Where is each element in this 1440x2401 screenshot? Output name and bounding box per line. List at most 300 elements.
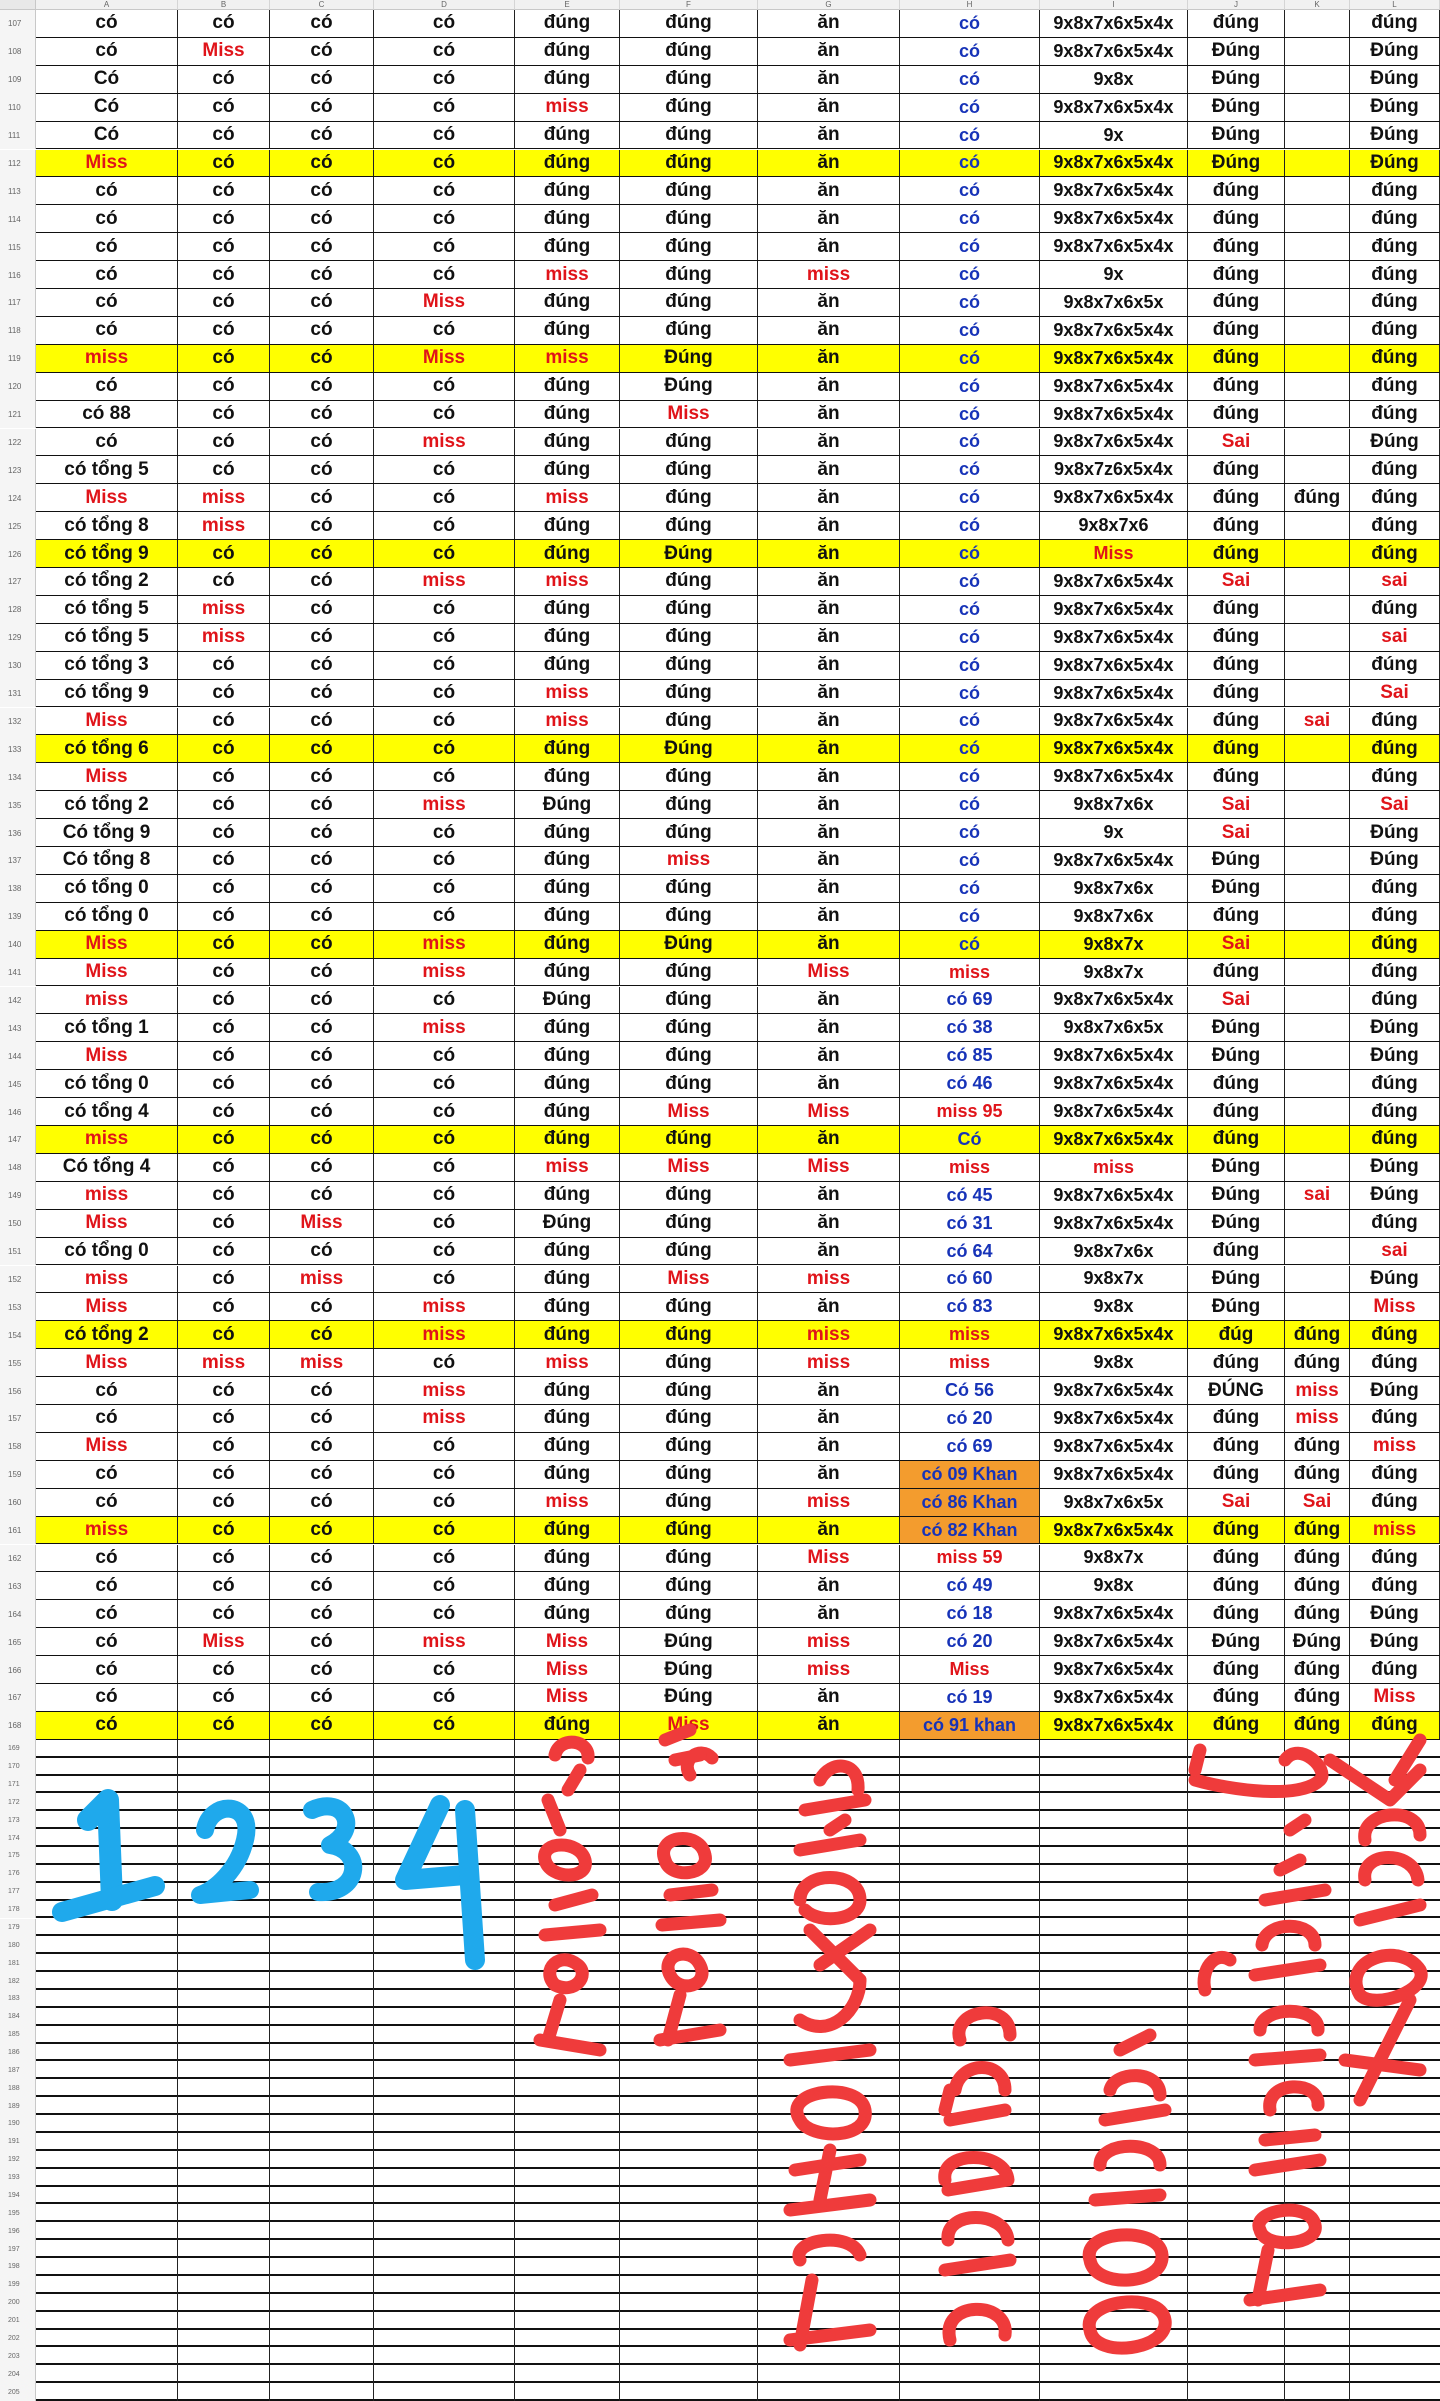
cell-l[interactable]: đúng bbox=[1350, 205, 1440, 232]
cell-h[interactable]: miss bbox=[900, 959, 1040, 986]
empty-row[interactable] bbox=[36, 2187, 1440, 2205]
cell-l[interactable]: Đúng bbox=[1350, 429, 1440, 456]
cell-j[interactable]: đúng bbox=[1188, 735, 1285, 762]
cell-c[interactable]: có bbox=[270, 931, 374, 958]
cell-d[interactable]: có bbox=[374, 624, 515, 651]
cell-g[interactable]: ăn bbox=[758, 931, 900, 958]
cell-f[interactable]: đúng bbox=[620, 177, 758, 204]
cell-l[interactable]: đúng bbox=[1350, 1126, 1440, 1153]
cell-g[interactable]: ăn bbox=[758, 401, 900, 428]
cell-k[interactable] bbox=[1285, 512, 1350, 539]
cell-j[interactable]: đúg bbox=[1188, 1321, 1285, 1348]
cell-g[interactable]: ăn bbox=[758, 540, 900, 567]
cell-l[interactable]: Đúng bbox=[1350, 1377, 1440, 1404]
cell-i[interactable]: 9x8x7x6x5x4x bbox=[1040, 401, 1188, 428]
cell-i[interactable]: 9x8x7x6x5x4x bbox=[1040, 568, 1188, 595]
cell-k[interactable] bbox=[1285, 317, 1350, 344]
cell-c[interactable]: có bbox=[270, 1070, 374, 1097]
row-number[interactable]: 141 bbox=[0, 959, 36, 987]
cell-i[interactable]: 9x8x7z6x5x4x bbox=[1040, 456, 1188, 483]
cell-b[interactable]: có bbox=[178, 205, 270, 232]
cell-e[interactable]: đúng bbox=[515, 1014, 620, 1041]
cell-a[interactable]: Có bbox=[36, 66, 178, 93]
cell-i[interactable]: 9x8x7x6x5x4x bbox=[1040, 735, 1188, 762]
column-header-j[interactable]: J bbox=[1188, 0, 1285, 10]
cell-c[interactable]: có bbox=[270, 1182, 374, 1209]
cell-j[interactable]: đúng bbox=[1188, 345, 1285, 372]
cell-i[interactable]: 9x8x7x6x5x4x bbox=[1040, 1628, 1188, 1655]
cell-a[interactable]: có tổng 1 bbox=[36, 1014, 178, 1041]
cell-f[interactable]: đúng bbox=[620, 568, 758, 595]
cell-e[interactable]: đúng bbox=[515, 875, 620, 902]
cell-h[interactable]: có 49 bbox=[900, 1572, 1040, 1599]
row-number[interactable]: 201 bbox=[0, 2312, 36, 2330]
row-number[interactable]: 123 bbox=[0, 456, 36, 484]
cell-g[interactable]: miss bbox=[758, 1489, 900, 1516]
cell-a[interactable]: Có tổng 8 bbox=[36, 847, 178, 874]
cell-e[interactable]: đúng bbox=[515, 959, 620, 986]
cell-i[interactable]: 9x8x7x6x5x4x bbox=[1040, 1405, 1188, 1432]
cell-g[interactable]: ăn bbox=[758, 1405, 900, 1432]
cell-d[interactable]: có bbox=[374, 903, 515, 930]
cell-a[interactable]: Có bbox=[36, 122, 178, 149]
cell-c[interactable]: có bbox=[270, 456, 374, 483]
row-number[interactable]: 130 bbox=[0, 652, 36, 680]
cell-d[interactable]: có bbox=[374, 1238, 515, 1265]
cell-j[interactable]: đúng bbox=[1188, 401, 1285, 428]
cell-l[interactable]: Đúng bbox=[1350, 1014, 1440, 1041]
cell-b[interactable]: có bbox=[178, 317, 270, 344]
cell-a[interactable]: Có tổng 9 bbox=[36, 819, 178, 846]
cell-a[interactable]: có bbox=[36, 1461, 178, 1488]
cell-k[interactable] bbox=[1285, 1266, 1350, 1293]
cell-h[interactable]: có bbox=[900, 317, 1040, 344]
cell-a[interactable]: Miss bbox=[36, 708, 178, 735]
cell-d[interactable]: miss bbox=[374, 1628, 515, 1655]
cell-l[interactable]: đúng bbox=[1350, 540, 1440, 567]
cell-a[interactable]: có tổng 2 bbox=[36, 1321, 178, 1348]
row-number[interactable]: 153 bbox=[0, 1293, 36, 1321]
column-header-f[interactable]: F bbox=[620, 0, 758, 10]
cell-l[interactable]: đúng bbox=[1350, 373, 1440, 400]
cell-e[interactable]: đúng bbox=[515, 150, 620, 177]
cell-j[interactable]: Đúng bbox=[1188, 1266, 1285, 1293]
cell-j[interactable]: đúng bbox=[1188, 1070, 1285, 1097]
cell-l[interactable]: Miss bbox=[1350, 1293, 1440, 1320]
row-number[interactable]: 167 bbox=[0, 1684, 36, 1712]
cell-i[interactable]: 9x8x7x6x5x4x bbox=[1040, 1517, 1188, 1544]
cell-l[interactable]: đúng bbox=[1350, 763, 1440, 790]
row-number[interactable]: 132 bbox=[0, 708, 36, 736]
cell-g[interactable]: miss bbox=[758, 1349, 900, 1376]
cell-e[interactable]: đúng bbox=[515, 1238, 620, 1265]
cell-c[interactable]: có bbox=[270, 540, 374, 567]
cell-f[interactable]: Miss bbox=[620, 1154, 758, 1181]
cell-f[interactable]: Miss bbox=[620, 1098, 758, 1125]
empty-row[interactable] bbox=[36, 2169, 1440, 2187]
cell-a[interactable]: Miss bbox=[36, 484, 178, 511]
cell-d[interactable]: có bbox=[374, 1572, 515, 1599]
row-number[interactable]: 154 bbox=[0, 1321, 36, 1349]
cell-k[interactable] bbox=[1285, 680, 1350, 707]
cell-b[interactable]: có bbox=[178, 429, 270, 456]
cell-a[interactable]: Có tổng 4 bbox=[36, 1154, 178, 1181]
row-number[interactable]: 158 bbox=[0, 1433, 36, 1461]
cell-e[interactable]: đúng bbox=[515, 317, 620, 344]
cell-k[interactable] bbox=[1285, 401, 1350, 428]
cell-l[interactable]: đúng bbox=[1350, 1712, 1440, 1739]
row-number[interactable]: 161 bbox=[0, 1517, 36, 1545]
row-number[interactable]: 181 bbox=[0, 1954, 36, 1972]
cell-k[interactable]: đúng bbox=[1285, 1545, 1350, 1572]
cell-b[interactable]: có bbox=[178, 875, 270, 902]
cell-j[interactable]: đúng bbox=[1188, 1517, 1285, 1544]
cell-k[interactable] bbox=[1285, 903, 1350, 930]
cell-j[interactable]: đúng bbox=[1188, 652, 1285, 679]
cell-h[interactable]: có bbox=[900, 568, 1040, 595]
cell-h[interactable]: miss 59 bbox=[900, 1545, 1040, 1572]
cell-i[interactable]: 9x8x7x6x bbox=[1040, 791, 1188, 818]
cell-l[interactable]: Đúng bbox=[1350, 1154, 1440, 1181]
cell-e[interactable]: đúng bbox=[515, 1461, 620, 1488]
row-number[interactable]: 138 bbox=[0, 875, 36, 903]
cell-e[interactable]: đúng bbox=[515, 1321, 620, 1348]
cell-a[interactable]: có bbox=[36, 233, 178, 260]
cell-l[interactable]: sai bbox=[1350, 568, 1440, 595]
cell-f[interactable]: đúng bbox=[620, 1377, 758, 1404]
cell-a[interactable]: có tổng 0 bbox=[36, 1238, 178, 1265]
row-number[interactable]: 136 bbox=[0, 819, 36, 847]
cell-i[interactable]: 9x8x7x bbox=[1040, 1266, 1188, 1293]
cell-k[interactable] bbox=[1285, 791, 1350, 818]
empty-row[interactable] bbox=[36, 1811, 1440, 1829]
cell-a[interactable]: có bbox=[36, 261, 178, 288]
cell-e[interactable]: đúng bbox=[515, 1182, 620, 1209]
empty-row[interactable] bbox=[36, 1829, 1440, 1847]
cell-d[interactable]: có bbox=[374, 317, 515, 344]
cell-e[interactable]: Miss bbox=[515, 1656, 620, 1683]
cell-f[interactable]: đúng bbox=[620, 10, 758, 37]
cell-d[interactable]: có bbox=[374, 1517, 515, 1544]
cell-e[interactable]: đúng bbox=[515, 1042, 620, 1069]
cell-l[interactable]: đúng bbox=[1350, 1545, 1440, 1572]
cell-g[interactable]: ăn bbox=[758, 652, 900, 679]
cell-l[interactable]: Sai bbox=[1350, 791, 1440, 818]
cell-a[interactable]: Miss bbox=[36, 1293, 178, 1320]
row-number[interactable]: 192 bbox=[0, 2151, 36, 2169]
cell-j[interactable]: đúng bbox=[1188, 512, 1285, 539]
cell-c[interactable]: có bbox=[270, 847, 374, 874]
cell-c[interactable]: có bbox=[270, 1377, 374, 1404]
cell-c[interactable]: miss bbox=[270, 1349, 374, 1376]
cell-k[interactable] bbox=[1285, 233, 1350, 260]
empty-row[interactable] bbox=[36, 2008, 1440, 2026]
row-number[interactable]: 179 bbox=[0, 1919, 36, 1937]
cell-d[interactable]: có bbox=[374, 512, 515, 539]
cell-l[interactable]: Đúng bbox=[1350, 150, 1440, 177]
row-number[interactable]: 125 bbox=[0, 512, 36, 540]
empty-row[interactable] bbox=[36, 2079, 1440, 2097]
row-number[interactable]: 166 bbox=[0, 1656, 36, 1684]
cell-d[interactable]: có bbox=[374, 1656, 515, 1683]
cell-d[interactable]: có bbox=[374, 847, 515, 874]
cell-k[interactable]: đúng bbox=[1285, 1712, 1350, 1739]
cell-f[interactable]: đúng bbox=[620, 122, 758, 149]
cell-f[interactable]: đúng bbox=[620, 429, 758, 456]
cell-b[interactable]: có bbox=[178, 233, 270, 260]
cell-e[interactable]: đúng bbox=[515, 1600, 620, 1627]
cell-h[interactable]: có 64 bbox=[900, 1238, 1040, 1265]
cell-a[interactable]: có bbox=[36, 1656, 178, 1683]
cell-a[interactable]: có 88 bbox=[36, 401, 178, 428]
cell-j[interactable]: đúng bbox=[1188, 1461, 1285, 1488]
cell-k[interactable] bbox=[1285, 1238, 1350, 1265]
cell-b[interactable]: miss bbox=[178, 512, 270, 539]
cell-i[interactable]: 9x8x7x6x5x4x bbox=[1040, 484, 1188, 511]
cell-h[interactable]: có bbox=[900, 122, 1040, 149]
row-number[interactable]: 112 bbox=[0, 150, 36, 178]
cell-a[interactable]: có bbox=[36, 1628, 178, 1655]
cell-f[interactable]: đúng bbox=[620, 512, 758, 539]
cell-h[interactable]: có 91 khan bbox=[900, 1712, 1040, 1739]
cell-j[interactable]: Đúng bbox=[1188, 1182, 1285, 1209]
cell-j[interactable]: đúng bbox=[1188, 289, 1285, 316]
cell-c[interactable]: có bbox=[270, 1656, 374, 1683]
cell-k[interactable] bbox=[1285, 624, 1350, 651]
cell-d[interactable]: có bbox=[374, 875, 515, 902]
cell-f[interactable]: Miss bbox=[620, 401, 758, 428]
cell-j[interactable]: đúng bbox=[1188, 373, 1285, 400]
cell-c[interactable]: có bbox=[270, 763, 374, 790]
cell-j[interactable]: đúng bbox=[1188, 456, 1285, 483]
cell-h[interactable]: có 69 bbox=[900, 1433, 1040, 1460]
cell-j[interactable]: đúng bbox=[1188, 959, 1285, 986]
cell-h[interactable]: có bbox=[900, 903, 1040, 930]
cell-d[interactable]: có bbox=[374, 38, 515, 65]
cell-l[interactable]: Đúng bbox=[1350, 1600, 1440, 1627]
cell-c[interactable]: có bbox=[270, 819, 374, 846]
cell-a[interactable]: miss bbox=[36, 1182, 178, 1209]
cell-g[interactable]: ăn bbox=[758, 512, 900, 539]
cell-d[interactable]: có bbox=[374, 987, 515, 1014]
cell-k[interactable]: đúng bbox=[1285, 484, 1350, 511]
cell-h[interactable]: có bbox=[900, 373, 1040, 400]
cell-e[interactable]: đúng bbox=[515, 1293, 620, 1320]
cell-d[interactable]: miss bbox=[374, 1405, 515, 1432]
cell-h[interactable]: có bbox=[900, 847, 1040, 874]
cell-h[interactable]: Miss bbox=[900, 1656, 1040, 1683]
cell-a[interactable]: có bbox=[36, 205, 178, 232]
cell-b[interactable]: có bbox=[178, 1098, 270, 1125]
cell-g[interactable]: ăn bbox=[758, 1126, 900, 1153]
cell-l[interactable]: đúng bbox=[1350, 1070, 1440, 1097]
cell-j[interactable]: đúng bbox=[1188, 680, 1285, 707]
row-number[interactable]: 155 bbox=[0, 1349, 36, 1377]
cell-b[interactable]: có bbox=[178, 735, 270, 762]
cell-a[interactable]: Miss bbox=[36, 931, 178, 958]
cell-d[interactable]: miss bbox=[374, 1293, 515, 1320]
cell-f[interactable]: Đúng bbox=[620, 1628, 758, 1655]
cell-i[interactable]: 9x8x7x6x5x4x bbox=[1040, 624, 1188, 651]
cell-e[interactable]: đúng bbox=[515, 903, 620, 930]
cell-l[interactable]: miss bbox=[1350, 1517, 1440, 1544]
cell-i[interactable]: 9x8x7x6x5x4x bbox=[1040, 1684, 1188, 1711]
cell-f[interactable]: đúng bbox=[620, 680, 758, 707]
cell-f[interactable]: đúng bbox=[620, 1210, 758, 1237]
cell-k[interactable] bbox=[1285, 373, 1350, 400]
cell-f[interactable]: đúng bbox=[620, 903, 758, 930]
column-header-a[interactable]: A bbox=[36, 0, 178, 10]
cell-b[interactable]: có bbox=[178, 791, 270, 818]
cell-g[interactable]: ăn bbox=[758, 1517, 900, 1544]
cell-f[interactable]: đúng bbox=[620, 289, 758, 316]
cell-c[interactable]: Miss bbox=[270, 1210, 374, 1237]
cell-h[interactable]: có bbox=[900, 205, 1040, 232]
cell-h[interactable]: có bbox=[900, 791, 1040, 818]
cell-e[interactable]: đúng bbox=[515, 735, 620, 762]
cell-l[interactable]: Đúng bbox=[1350, 1266, 1440, 1293]
cell-d[interactable]: có bbox=[374, 1154, 515, 1181]
cell-j[interactable]: Đúng bbox=[1188, 38, 1285, 65]
cell-e[interactable]: đúng bbox=[515, 596, 620, 623]
cell-h[interactable]: có 60 bbox=[900, 1266, 1040, 1293]
cell-l[interactable]: đúng bbox=[1350, 401, 1440, 428]
cell-b[interactable]: có bbox=[178, 10, 270, 37]
empty-row[interactable] bbox=[36, 1758, 1440, 1776]
cell-j[interactable]: đúng bbox=[1188, 233, 1285, 260]
column-header-k[interactable]: K bbox=[1285, 0, 1350, 10]
cell-h[interactable]: có bbox=[900, 652, 1040, 679]
cell-h[interactable]: có 85 bbox=[900, 1042, 1040, 1069]
cell-g[interactable]: ăn bbox=[758, 122, 900, 149]
cell-f[interactable]: Đúng bbox=[620, 373, 758, 400]
cell-j[interactable]: đúng bbox=[1188, 540, 1285, 567]
cell-e[interactable]: đúng bbox=[515, 401, 620, 428]
cell-g[interactable]: ăn bbox=[758, 484, 900, 511]
cell-g[interactable]: ăn bbox=[758, 177, 900, 204]
cell-d[interactable]: có bbox=[374, 735, 515, 762]
row-number[interactable]: 202 bbox=[0, 2330, 36, 2348]
empty-row[interactable] bbox=[36, 2383, 1440, 2401]
cell-e[interactable]: đúng bbox=[515, 1433, 620, 1460]
row-number[interactable]: 184 bbox=[0, 2008, 36, 2026]
cell-k[interactable] bbox=[1285, 652, 1350, 679]
cell-c[interactable]: có bbox=[270, 373, 374, 400]
cell-a[interactable]: Miss bbox=[36, 150, 178, 177]
cell-g[interactable]: ăn bbox=[758, 233, 900, 260]
cell-f[interactable]: đúng bbox=[620, 1433, 758, 1460]
cell-b[interactable]: có bbox=[178, 345, 270, 372]
cell-k[interactable]: Đúng bbox=[1285, 1628, 1350, 1655]
cell-g[interactable]: ăn bbox=[758, 735, 900, 762]
cell-g[interactable]: miss bbox=[758, 261, 900, 288]
cell-l[interactable]: Đúng bbox=[1350, 38, 1440, 65]
cell-k[interactable] bbox=[1285, 1126, 1350, 1153]
cell-g[interactable]: ăn bbox=[758, 1433, 900, 1460]
cell-i[interactable]: 9x8x7x bbox=[1040, 1545, 1188, 1572]
cell-e[interactable]: đúng bbox=[515, 847, 620, 874]
cell-g[interactable]: ăn bbox=[758, 1042, 900, 1069]
cell-j[interactable]: Đúng bbox=[1188, 847, 1285, 874]
cell-f[interactable]: đúng bbox=[620, 1405, 758, 1432]
row-number[interactable]: 144 bbox=[0, 1042, 36, 1070]
cell-a[interactable]: có bbox=[36, 10, 178, 37]
cell-c[interactable]: có bbox=[270, 94, 374, 121]
row-number[interactable]: 203 bbox=[0, 2347, 36, 2365]
cell-d[interactable]: miss bbox=[374, 931, 515, 958]
cell-k[interactable] bbox=[1285, 596, 1350, 623]
cell-h[interactable]: có bbox=[900, 66, 1040, 93]
cell-a[interactable]: có tổng 9 bbox=[36, 540, 178, 567]
row-number[interactable]: 187 bbox=[0, 2061, 36, 2079]
cell-a[interactable]: Miss bbox=[36, 1042, 178, 1069]
cell-f[interactable]: đúng bbox=[620, 875, 758, 902]
cell-g[interactable]: ăn bbox=[758, 66, 900, 93]
cell-l[interactable]: đúng bbox=[1350, 317, 1440, 344]
cell-b[interactable]: có bbox=[178, 150, 270, 177]
row-number[interactable]: 113 bbox=[0, 177, 36, 205]
cell-l[interactable]: đúng bbox=[1350, 1321, 1440, 1348]
cell-k[interactable]: miss bbox=[1285, 1405, 1350, 1432]
cell-b[interactable]: có bbox=[178, 1461, 270, 1488]
cell-f[interactable]: đúng bbox=[620, 38, 758, 65]
cell-b[interactable]: miss bbox=[178, 624, 270, 651]
cell-d[interactable]: có bbox=[374, 1098, 515, 1125]
cell-e[interactable]: đúng bbox=[515, 373, 620, 400]
cell-i[interactable]: 9x8x bbox=[1040, 1293, 1188, 1320]
cell-k[interactable]: sai bbox=[1285, 1182, 1350, 1209]
cell-l[interactable]: đúng bbox=[1350, 1656, 1440, 1683]
cell-k[interactable] bbox=[1285, 1070, 1350, 1097]
cell-b[interactable]: miss bbox=[178, 484, 270, 511]
cell-i[interactable]: 9x8x7x6x5x4x bbox=[1040, 1461, 1188, 1488]
cell-c[interactable]: có bbox=[270, 122, 374, 149]
cell-h[interactable]: Có bbox=[900, 1126, 1040, 1153]
cell-c[interactable]: có bbox=[270, 1042, 374, 1069]
cell-b[interactable]: có bbox=[178, 540, 270, 567]
cell-c[interactable]: có bbox=[270, 1461, 374, 1488]
cell-e[interactable]: đúng bbox=[515, 1377, 620, 1404]
cell-c[interactable]: có bbox=[270, 1600, 374, 1627]
row-number[interactable]: 205 bbox=[0, 2383, 36, 2401]
cell-e[interactable]: đúng bbox=[515, 540, 620, 567]
cell-b[interactable]: có bbox=[178, 1572, 270, 1599]
column-header-i[interactable]: I bbox=[1040, 0, 1188, 10]
row-number[interactable]: 183 bbox=[0, 1990, 36, 2008]
cell-h[interactable]: có bbox=[900, 10, 1040, 37]
cell-f[interactable]: đúng bbox=[620, 261, 758, 288]
cell-e[interactable]: đúng bbox=[515, 429, 620, 456]
cell-g[interactable]: ăn bbox=[758, 1238, 900, 1265]
row-number[interactable]: 121 bbox=[0, 401, 36, 429]
row-number[interactable]: 175 bbox=[0, 1847, 36, 1865]
cell-d[interactable]: có bbox=[374, 652, 515, 679]
row-number[interactable]: 147 bbox=[0, 1126, 36, 1154]
cell-k[interactable]: miss bbox=[1285, 1377, 1350, 1404]
cell-f[interactable]: đúng bbox=[620, 1349, 758, 1376]
cell-j[interactable]: Đúng bbox=[1188, 1628, 1285, 1655]
row-number[interactable]: 114 bbox=[0, 205, 36, 233]
cell-l[interactable]: sai bbox=[1350, 1238, 1440, 1265]
cell-h[interactable]: Có 56 bbox=[900, 1377, 1040, 1404]
cell-g[interactable]: ăn bbox=[758, 345, 900, 372]
cell-h[interactable]: có 38 bbox=[900, 1014, 1040, 1041]
cell-l[interactable]: Đúng bbox=[1350, 1042, 1440, 1069]
cell-h[interactable]: có bbox=[900, 456, 1040, 483]
cell-g[interactable]: ăn bbox=[758, 1293, 900, 1320]
cell-e[interactable]: đúng bbox=[515, 10, 620, 37]
cell-h[interactable]: miss bbox=[900, 1154, 1040, 1181]
